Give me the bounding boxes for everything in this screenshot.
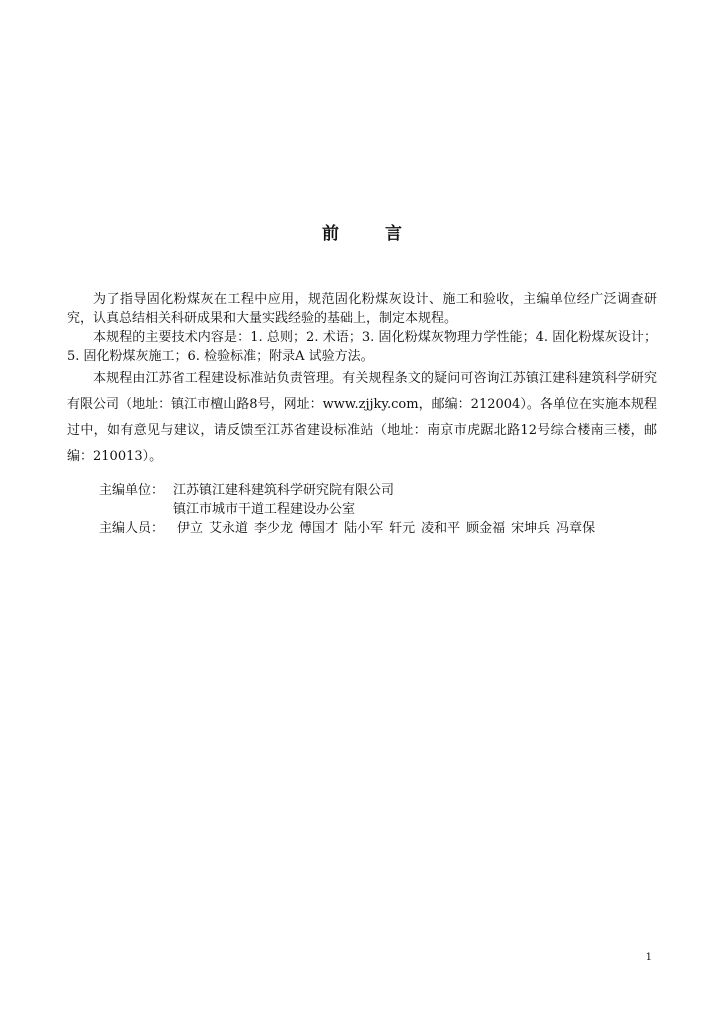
editor-unit-item: 江苏镇江建科建筑科学研究院有限公司 bbox=[173, 483, 395, 498]
editor-unit-item: 镇江市城市干道工程建设办公室 bbox=[173, 502, 356, 517]
editor-person: 顾金福 bbox=[466, 521, 506, 536]
editor-person: 陆小军 bbox=[344, 521, 384, 536]
paragraph-purpose: 为了指导固化粉煤灰在工程中应用，规范固化粉煤灰设计、施工和验收，主编单位经广泛调查研究，认真总结相关科研成果和大量实践经验的基础上，制定本规程。 bbox=[67, 292, 657, 326]
editor-person: 李少龙 bbox=[254, 521, 294, 536]
editor-person: 凌和平 bbox=[421, 521, 461, 536]
editor-people-label: 主编人员： bbox=[99, 521, 165, 536]
preface-body bbox=[67, 290, 657, 470]
editor-person: 冯章保 bbox=[556, 521, 596, 536]
editor-person: 轩元 bbox=[389, 521, 416, 536]
editor-person: 艾永道 bbox=[209, 521, 249, 536]
editor-unit-row bbox=[67, 481, 667, 519]
editor-people-row bbox=[67, 519, 667, 538]
page-title: 前 言 bbox=[322, 224, 422, 244]
credits-section bbox=[67, 481, 667, 538]
editor-person: 宋坤兵 bbox=[511, 521, 551, 536]
editor-unit-list bbox=[173, 481, 394, 519]
editor-person: 伊立 bbox=[177, 521, 204, 536]
paragraph-contents: 本规程的主要技术内容是：1. 总则；2. 术语；3. 固化粉煤灰物理力学性能；4. 固化粉煤灰设计；5. 固化粉煤灰施工；6. 检验标准；附录A 试验方法。 bbox=[67, 330, 657, 364]
editor-people-list bbox=[173, 519, 595, 538]
editor-person: 傅国才 bbox=[299, 521, 339, 536]
editor-unit-label: 主编单位： bbox=[99, 483, 165, 498]
page-number: 1 bbox=[645, 952, 652, 963]
paragraph-management: 本规程由江苏省工程建设标准站负责管理。有关规程条文的疑问可咨询江苏镇江建科建筑科学研究有限公司（地址：镇江市檀山路8号，网址：www.zjjky.com，邮编：212004）。各单位在实施本规程过中，如有意见与建议，请反馈至江苏省建设标准站（地址：南京市虎踞北路12号综合楼南三楼，邮编：210013）。 bbox=[67, 371, 657, 464]
